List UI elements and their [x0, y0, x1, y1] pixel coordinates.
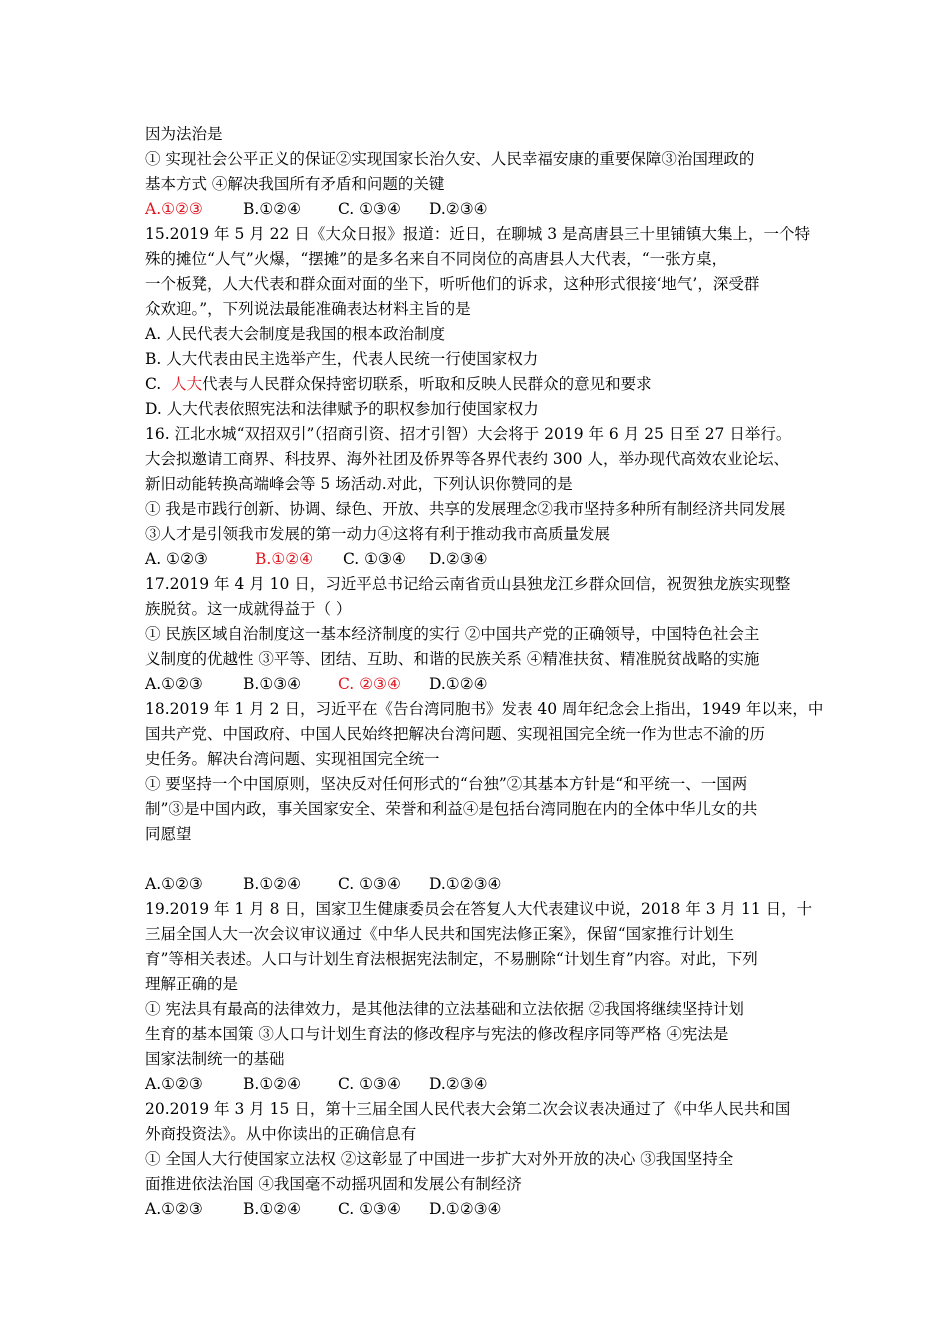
- q18-option-a: A.①②③: [145, 875, 203, 893]
- q19-stem-line: 育”等相关表述。人口与计划生育法根据宪法制定，不易删除“计划生育”内容。对此，下列: [145, 950, 758, 968]
- q15-option-c-text: 代表与人民群众保持密切联系，听取和反映人民群众的意见和要求: [202, 375, 652, 393]
- q16-option-c: C. ①③④: [343, 550, 406, 568]
- q14-option-c: C. ①③④: [338, 200, 401, 218]
- q19-options: [145, 1072, 810, 1097]
- q14-stem: 因为法治是: [145, 125, 223, 143]
- q18-stem-line: 史任务。解决台湾问题、实现祖国完全统一: [145, 750, 440, 768]
- q16-option-a: A. ①②③: [145, 550, 208, 568]
- q14-option-b: B.①②④: [243, 200, 302, 218]
- q18-option-c: C. ①③④: [338, 875, 401, 893]
- q20-stem-line: 20.2019 年 3 月 15 日，第十三届全国人民代表大会第二次会议表决通过了《中华人民共和国: [145, 1100, 791, 1118]
- q15-option-c-prefix: C.: [145, 375, 172, 393]
- q17-option-c: C. ②③④: [338, 675, 401, 693]
- q15-stem-line: 一个板凳，人大代表和群众面对面的坐下，听听他们的诉求，这种形式很接‘地气’，深受群: [145, 275, 760, 293]
- q16-options: [145, 547, 810, 572]
- q20-items-line: 面推进依法治国 ④我国毫不动摇巩固和发展公有制经济: [145, 1175, 522, 1193]
- q15-stem-line: 15.2019 年 5 月 22 日《大众日报》报道：近日，在聊城 3 是高唐县三十里铺镇大集上，一个特: [145, 225, 811, 243]
- q14-options: [145, 197, 810, 222]
- q20-option-c: C. ①③④: [338, 1200, 401, 1218]
- q18-stem-line: 国共产党、中国政府、中国人民始终把解决台湾问题、实现祖国完全统一作为世志不渝的历: [145, 725, 766, 743]
- q18-items-line: ① 要坚持一个中国原则，坚决反对任何形式的“台独”②其基本方针是“和平统一、一国两: [145, 775, 748, 793]
- q19-stem-line: 三届全国人大一次会议审议通过《中华人民共和国宪法修正案》，保留“国家推行计划生: [145, 925, 735, 943]
- q17-items-line: ① 民族区域自治制度这一基本经济制度的实行 ②中国共产党的正确领导，中国特色社会主: [145, 625, 760, 643]
- q15-option-b: B. 人大代表由民主选举产生，代表人民统一行使国家权力: [145, 350, 539, 368]
- q20-option-d: D.①②③④: [429, 1200, 502, 1218]
- q15-option-c: [145, 372, 810, 397]
- q15-option-a: A. 人民代表大会制度是我国的根本政治制度: [145, 325, 446, 343]
- q19-items-line: 国家法制统一的基础: [145, 1050, 285, 1068]
- q16-option-b: B.①②④: [255, 550, 314, 568]
- q20-items-line: ① 全国人大行使国家立法权 ②这彰显了中国进一步扩大对外开放的决心 ③我国坚持全: [145, 1150, 734, 1168]
- q20-options: [145, 1197, 810, 1222]
- q17-items-line: 义制度的优越性 ③平等、团结、互助、和谐的民族关系 ④精准扶贫、精准脱贫战略的实施: [145, 650, 760, 668]
- q19-option-c: C. ①③④: [338, 1075, 401, 1093]
- q14-option-a: A.①②③: [145, 200, 203, 218]
- q16-stem-line: 大会拟邀请工商界、科技界、海外社团及侨界等各界代表约 300 人，举办现代高效农业论坛、: [145, 450, 789, 468]
- q16-stem-line: 新旧动能转换高端峰会等 5 场活动.对此，下列认识你赞同的是: [145, 475, 573, 493]
- q18-option-b: B.①②④: [243, 875, 302, 893]
- q17-stem-line: 17.2019 年 4 月 10 日，习近平总书记给云南省贡山县独龙江乡群众回信，祝贺独龙族实现整: [145, 575, 791, 593]
- q15-stem-line: 众欢迎。”，下列说法最能准确表达材料主旨的是: [145, 300, 471, 318]
- q18-stem-line: 18.2019 年 1 月 2 日，习近平在《告台湾同胞书》发表 40 周年纪念会上指出，1949 年以来，中: [145, 700, 824, 718]
- q16-stem-line: 16. 江北水城“双招双引”（招商引资、招才引智）大会将于 2019 年 6 月 25 日至 27 日举行。: [145, 425, 792, 443]
- q19-items-line: ① 宪法具有最高的法律效力，是其他法律的立法基础和立法依据 ②我国将继续坚持计划: [145, 1000, 744, 1018]
- q20-option-a: A.①②③: [145, 1200, 203, 1218]
- q17-option-a: A.①②③: [145, 675, 203, 693]
- q17-option-d: D.①②④: [429, 675, 488, 693]
- q18-items-line: 制”③是中国内政，事关国家安全、荣誉和利益④是包括台湾同胞在内的全体中华儿女的共: [145, 800, 758, 818]
- q16-items-line: ① 我是市践行创新、协调、绿色、开放、共享的发展理念②我市坚持多种所有制经济共同发展: [145, 500, 786, 518]
- q14-option-d: D.②③④: [429, 200, 488, 218]
- q17-stem-line: 族脱贫。这一成就得益于（ ）: [145, 600, 352, 618]
- q18-option-d: D.①②③④: [429, 875, 502, 893]
- q18-items-line: 同愿望: [145, 825, 192, 843]
- q19-stem-line: 19.2019 年 1 月 8 日，国家卫生健康委员会在答复人大代表建议中说，2018 年 3 月 11 日，十: [145, 900, 813, 918]
- q15-stem-line: 殊的摊位“人气”火爆，“摆摊”的是多名来自不同岗位的高唐县人大代表，“一张方桌，: [145, 250, 728, 268]
- q16-items-line: ③人才是引领我市发展的第一动力④这将有利于推动我市高质量发展: [145, 525, 611, 543]
- q20-option-b: B.①②④: [243, 1200, 302, 1218]
- q15-option-d: D. 人大代表依照宪法和法律赋予的职权参加行使国家权力: [145, 400, 539, 418]
- q19-stem-line: 理解正确的是: [145, 975, 239, 993]
- q14-items-line: 基本方式 ④解决我国所有矛盾和问题的关键: [145, 175, 445, 193]
- q16-option-d: D.②③④: [429, 550, 488, 568]
- q20-stem-line: 外商投资法》。从中你读出的正确信息有: [145, 1125, 417, 1143]
- q14-items-line: ① 实现社会公平正义的保证②实现国家长治久安、人民幸福安康的重要保障③治国理政的: [145, 150, 755, 168]
- q19-option-a: A.①②③: [145, 1075, 203, 1093]
- q17-option-b: B.①③④: [243, 675, 302, 693]
- q19-option-d: D.②③④: [429, 1075, 488, 1093]
- q19-items-line: 生育的基本国策 ③人口与计划生育法的修改程序与宪法的修改程序同等严格 ④宪法是: [145, 1025, 729, 1043]
- q15-option-c-highlight: 人大: [171, 375, 203, 393]
- exam-page: [145, 122, 824, 1222]
- q17-options: [145, 672, 810, 697]
- q18-options: [145, 872, 810, 897]
- q19-option-b: B.①②④: [243, 1075, 302, 1093]
